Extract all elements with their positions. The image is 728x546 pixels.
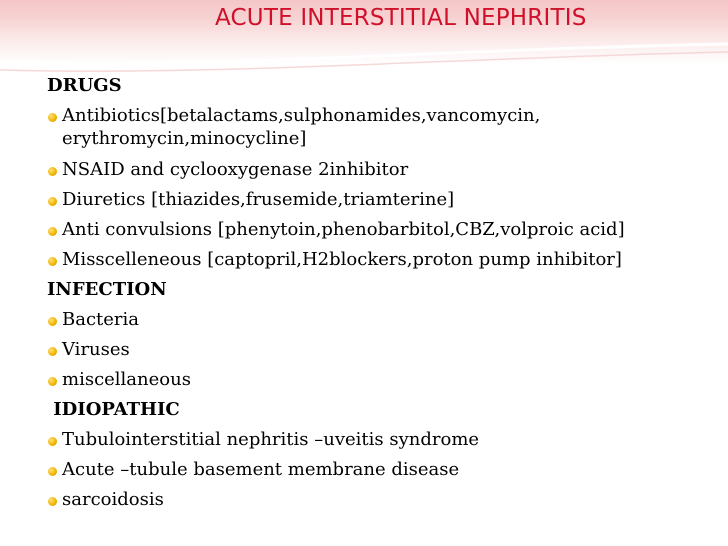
bullet-icon — [48, 113, 57, 122]
bullet-icon — [48, 167, 57, 176]
bullet-icon — [48, 227, 57, 236]
bullet-icon — [48, 197, 57, 206]
bullet-icon — [48, 377, 57, 386]
bullet-icon — [48, 347, 57, 356]
bullet-icon — [48, 257, 57, 266]
bullet-icon — [48, 497, 57, 506]
bullet-icon — [48, 437, 57, 446]
bullet-icon — [48, 317, 57, 326]
bullet-icon — [48, 467, 57, 476]
slide-title: ACUTE INTERSTITIAL NEPHRITIS — [215, 5, 587, 31]
